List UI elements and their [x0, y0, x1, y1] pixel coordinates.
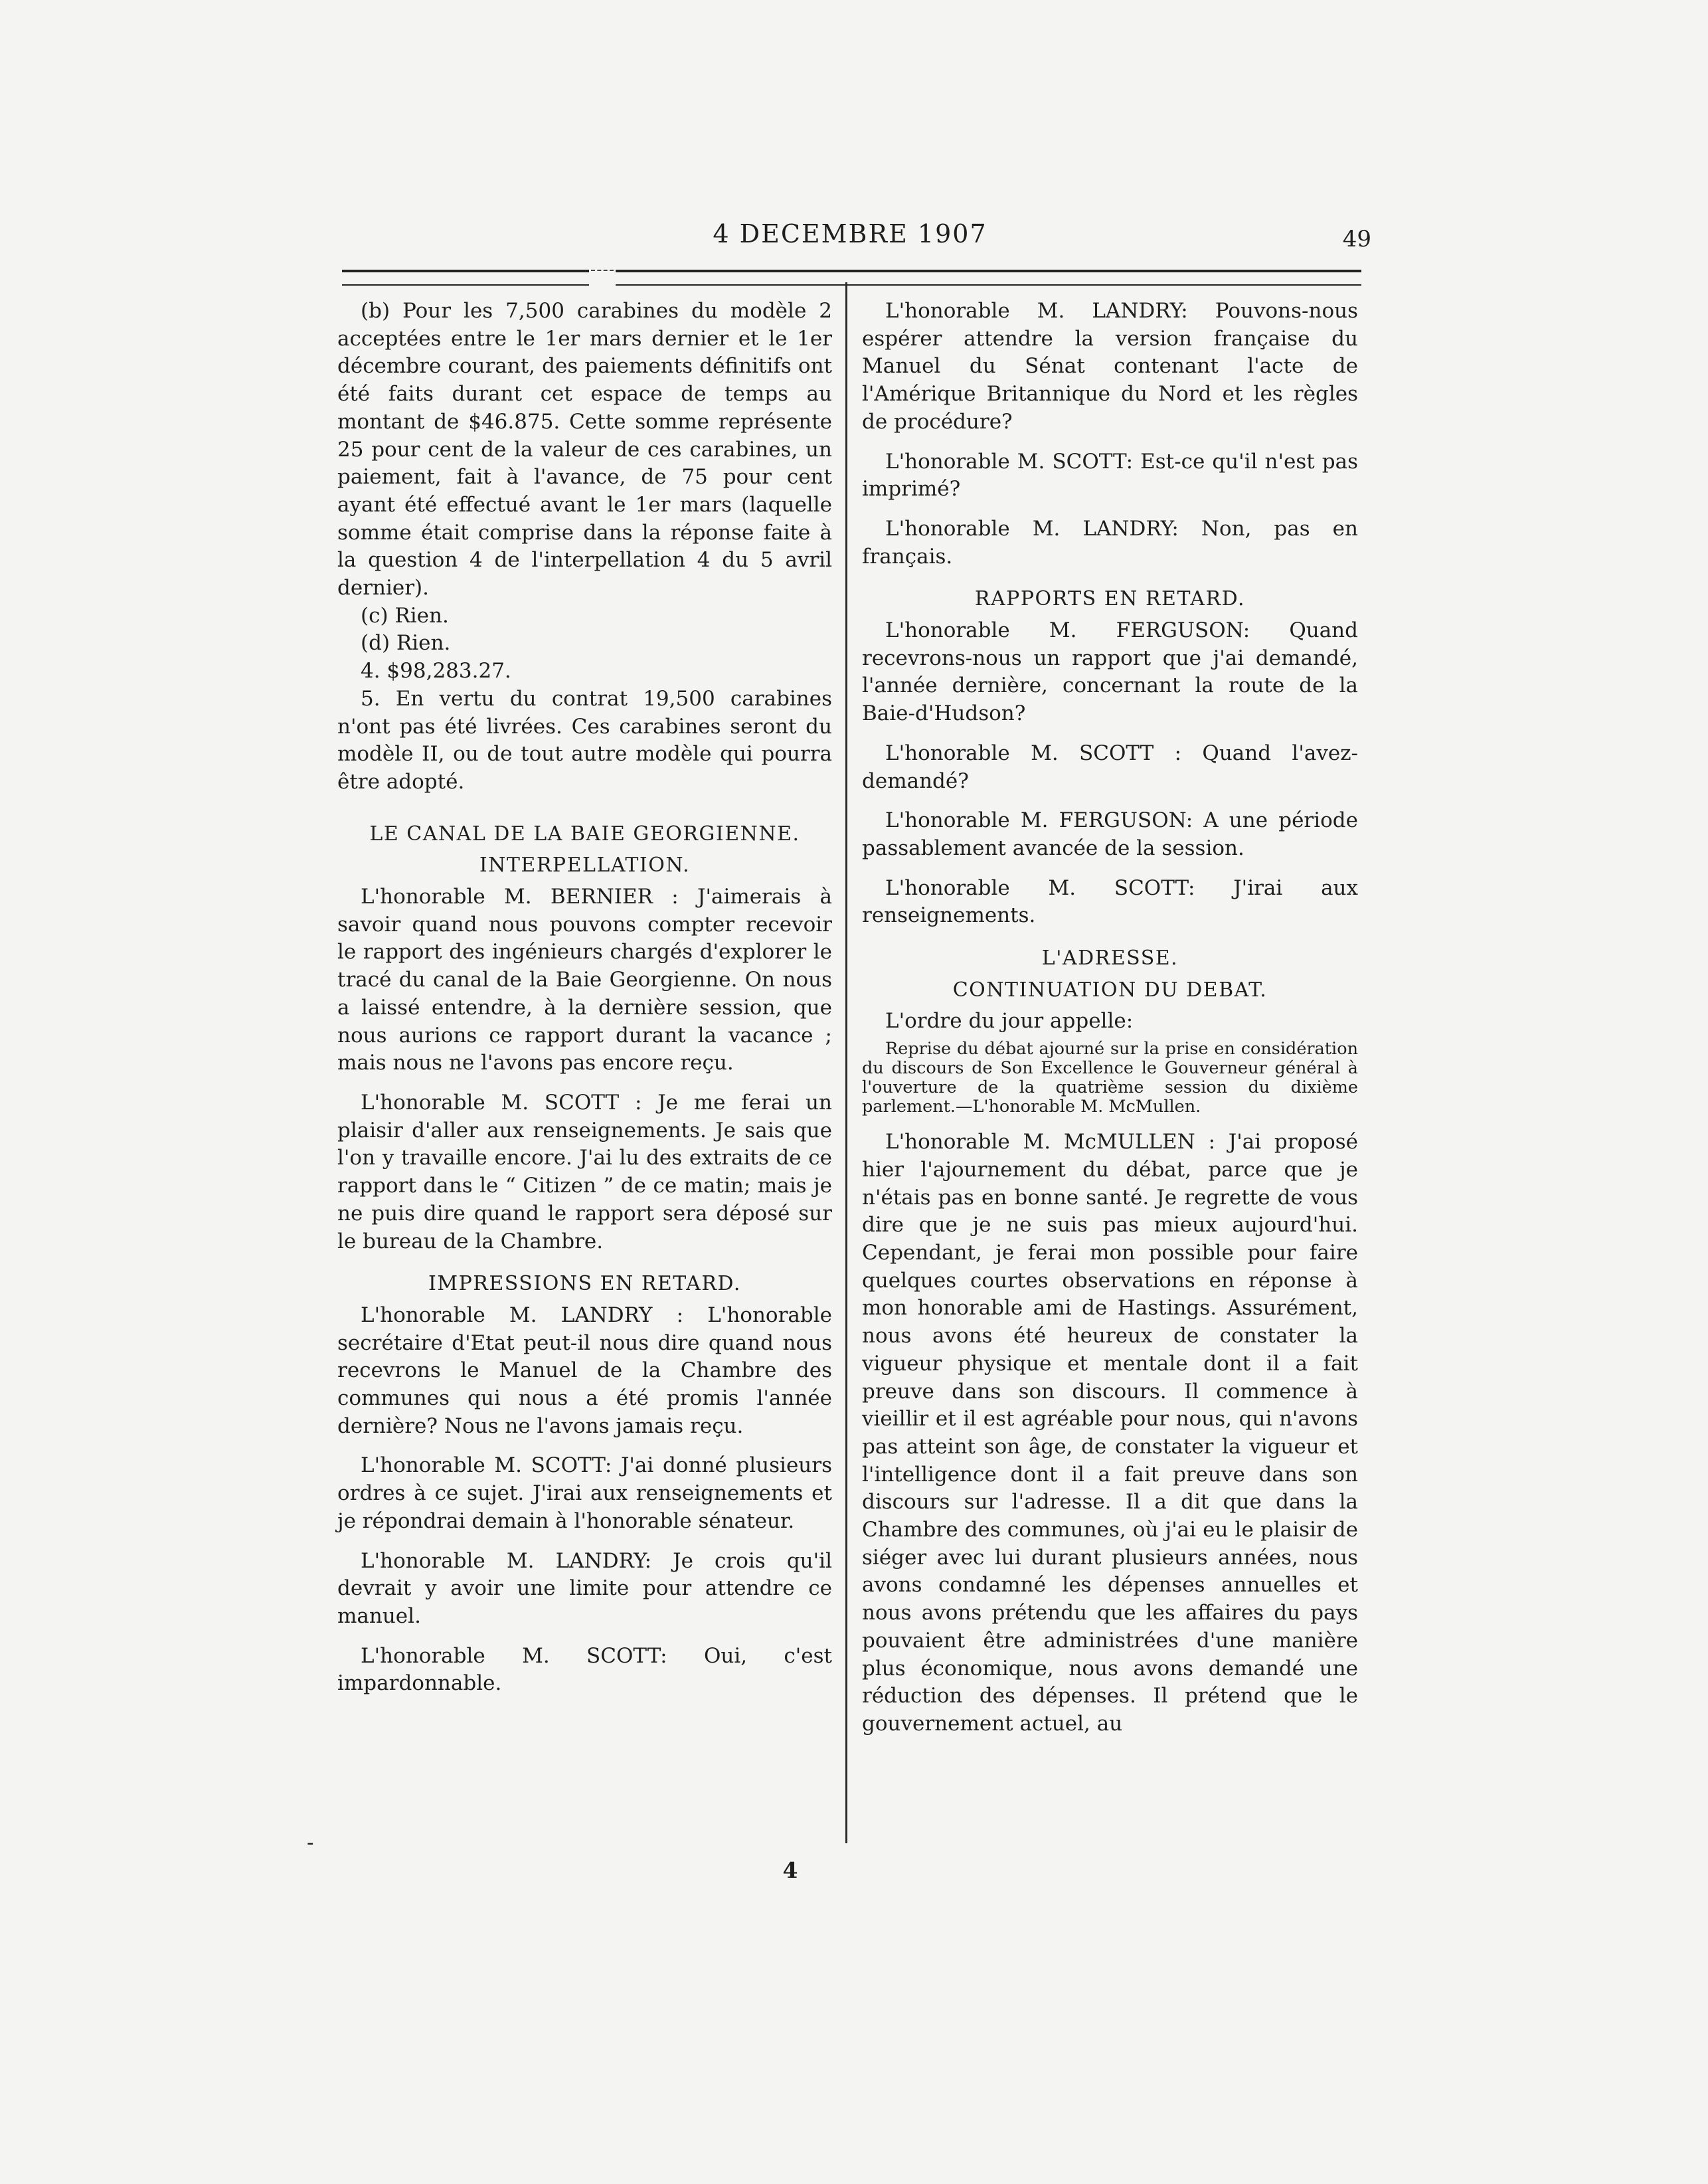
speech-ferguson-2: L'honorable M. FERGUSON: A une période passablement avancée de la session.	[862, 808, 1358, 860]
speech-mcmullen: L'honorable M. McMULLEN : J'ai proposé hier l'ajournement du débat, parce que je n'étais pas en bonne santé. Je regrette de vous dire que je ne suis pas mieux aujourd'hui. Cependant, je ferai mon possible pour faire quelques courtes observations en réponse à mon honorable ami de Hastings. Assurément, nous avons été heureux de constater la vigueur physique et mentale dont il a fait preuve dans son discours. Il commence à vieillir et il est agréable pour nous, qui n'avons pas atteint son âge, de constater la vigueur et l'intelligence dont il a fait preuve dans son discours sur l'adresse. Il a dit que dans la Chambre des communes, où j'ai eu le plaisir de siéger avec lui durant plusieurs années, nous avons condamné les dépenses annuelles et nous avons prétendu que les affaires du pays pouvaient être administrées d'une manière plus économique, nous avons demandé une réduction des dépenses. Il prétend que le gouvernement actuel, au	[862, 1130, 1358, 1736]
section-heading-impressions: IMPRESSIONS EN RETARD.	[428, 1272, 741, 1296]
section-heading-canal: LE CANAL DE LA BAIE GEORGIENNE.	[369, 822, 800, 846]
speech-scott-1: L'honorable M. SCOTT : Je me ferai un plaisir d'aller aux renseignements. Je sais que l'on y travaille encore. J'ai lu des extraits de ce rapport dans le “ Citizen ” de ce matin; mais je ne puis dire quand le rapport sera déposé sur le bureau de la Chambre.	[337, 1090, 832, 1253]
answer-5: 5. En vertu du contrat 19,500 carabines n'ont pas été livrées. Ces carabines seront du modèle II, ou de tout autre modèle qui pourra être adopté.	[337, 686, 832, 794]
speech-scott-2: L'honorable M. SCOTT: J'ai donné plusieurs ordres à ce sujet. J'irai aux renseignements et je répondrai demain à l'honorable sénateur.	[337, 1453, 832, 1533]
header-rule-left	[342, 270, 589, 286]
answer-b-paragraph: (b) Pour les 7,500 carabines du modèle 2 acceptées entre le 1er mars dernier et le 1er décembre courant, des paiements définitifs ont été faits durant cet espace de temps au montant de $46.875. Cette somme représente 25 pour cent de la valeur de ces carabines, un paiement, fait à l'avance, de 75 pour cent ayant été effectué avant le 1er mars (laquelle somme était comprise dans la réponse faite à la question 4 de l'interpellation 4 du 5 avril dernier).	[337, 299, 832, 600]
section-subheading-interpellation: INTERPELLATION.	[479, 854, 691, 877]
speech-scott-5: L'honorable M. SCOTT : Quand l'avez-demandé?	[862, 741, 1358, 793]
speech-bernier: L'honorable M. BERNIER : J'aimerais à savoir quand nous pouvons compter recevoir le rapport des ingénieurs chargés d'explorer le tracé du canal de la Baie Georgienne. On nous a laissé entendre, à la dernière session, que nous aurions ce rapport durant la vacance ; mais nous ne l'avons pas encore reçu.	[337, 885, 832, 1075]
answer-c: (c) Rien.	[361, 603, 449, 628]
section-subheading-continuation: CONTINUATION DU DEBAT.	[952, 978, 1268, 1002]
speech-ferguson-1: L'honorable M. FERGUSON: Quand recevrons-nous un rapport que j'ai demandé, l'année dernière, concernant la route de la Baie-d'Hudson?	[862, 618, 1358, 726]
speech-landry-2: L'honorable M. LANDRY: Je crois qu'il devrait y avoir une limite pour attendre ce manuel.	[337, 1548, 832, 1628]
speech-landry-4: L'honorable M. LANDRY: Non, pas en français.	[862, 516, 1358, 569]
section-heading-rapports: RAPPORTS EN RETARD.	[974, 587, 1246, 611]
column-divider	[845, 282, 847, 1843]
page-header-date: 4 DECEMBRE 1907	[713, 219, 987, 248]
section-heading-adresse: L'ADRESSE.	[1041, 947, 1179, 970]
answer-4: 4. $98,283.27.	[361, 659, 511, 683]
answer-d: (d) Rien.	[361, 631, 451, 656]
page-number: 49	[1342, 226, 1371, 252]
speech-scott-3: L'honorable M. SCOTT: Oui, c'est impardonnable.	[337, 1643, 832, 1696]
speech-landry-3: L'honorable M. LANDRY: Pouvons-nous espérer attendre la version française du Manuel du Sénat contenant l'acte de l'Amérique Britannique du Nord et les règles de procédure?	[862, 299, 1358, 434]
header-rule-gap	[591, 270, 614, 283]
left-column	[337, 298, 832, 1698]
header-rule-right	[616, 270, 1361, 286]
signature-mark: 4	[782, 1857, 798, 1883]
order-of-day: L'ordre du jour appelle:	[885, 1009, 1134, 1034]
order-item-reprise: Reprise du débat ajourné sur la prise en considération du discours de Son Excellence le Gouverneur général à l'ouverture de la quatrième session du dixième parlement.—L'honorable M. McMullen.	[862, 1039, 1358, 1117]
speech-landry-1: L'honorable M. LANDRY : L'honorable secrétaire d'Etat peut-il nous dire quand nous recevrons le Manuel de la Chambre des communes qui nous a été promis l'année dernière? Nous ne l'avons jamais reçu.	[337, 1303, 832, 1438]
speech-scott-4: L'honorable M. SCOTT: Est-ce qu'il n'est pas imprimé?	[862, 449, 1358, 501]
right-column	[862, 298, 1358, 1738]
speech-scott-6: L'honorable M. SCOTT: J'irai aux renseignements.	[862, 875, 1358, 928]
margin-mark: -	[307, 1831, 314, 1855]
